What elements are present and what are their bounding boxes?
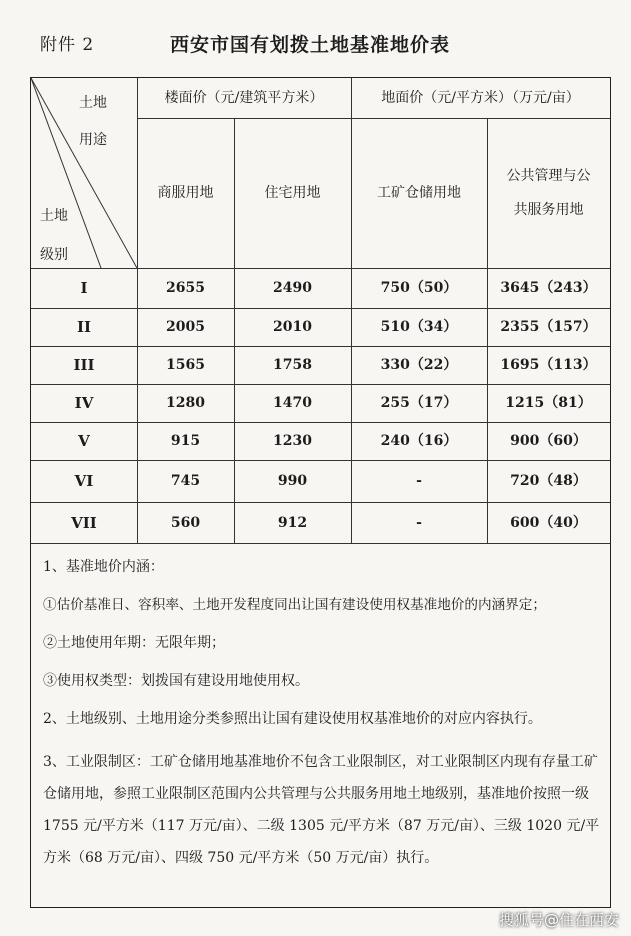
note-1-heading: 1、基准地价内涵： <box>43 559 164 575</box>
note-1-item-2: ②土地使用年期：无限年期； <box>43 635 225 651</box>
industrial-cell: 510（34） <box>380 319 458 335</box>
col-header-public-line1: 公共管理与公 <box>506 168 591 184</box>
notes-section <box>31 544 610 874</box>
commercial-cell: 915 <box>170 433 201 449</box>
note-2: 2、土地级别、土地用途分类参照出让国有建设使用权基准地价的对应内容执行。 <box>43 711 542 727</box>
level-cell: VI <box>74 472 94 490</box>
floor-price-header: 楼面价（元/建筑平方米） <box>164 90 324 106</box>
level-cell: IV <box>74 394 94 412</box>
residential-cell: 1230 <box>273 433 312 449</box>
col-header-residential: 住宅用地 <box>264 185 321 201</box>
level-cell: V <box>78 432 90 450</box>
public-cell: 720（48） <box>510 473 587 489</box>
industrial-cell: 240（16） <box>380 433 458 449</box>
level-cell: I <box>80 279 88 297</box>
residential-cell: 2010 <box>273 319 312 335</box>
watermark: 搜狐号@住在西安 <box>498 911 619 929</box>
corner-label-use: 用途 <box>79 132 107 148</box>
col-header-industrial: 工矿仓储用地 <box>377 185 461 201</box>
page-title: 西安市国有划拨土地基准地价表 <box>170 34 451 56</box>
note-1-item-3: ③使用权类型：划拨国有建设用地使用权。 <box>43 673 309 689</box>
public-cell: 600（40） <box>510 514 587 531</box>
corner-label-land-2: 土地 <box>40 208 68 224</box>
residential-cell: 1758 <box>273 357 312 373</box>
commercial-cell: 1280 <box>166 395 205 411</box>
level-cell: II <box>76 318 92 336</box>
industrial-cell: 255（17） <box>380 395 458 411</box>
public-cell: 2355（157） <box>500 319 597 335</box>
industrial-cell: 330（22） <box>380 357 458 373</box>
commercial-cell: 560 <box>170 514 201 531</box>
col-header-public <box>487 118 610 268</box>
public-cell: 1695（113） <box>500 357 597 373</box>
residential-cell: 912 <box>277 514 308 531</box>
price-table <box>30 77 611 908</box>
industrial-cell: 750（50） <box>380 280 458 296</box>
col-header-commercial: 商服用地 <box>157 185 214 201</box>
corner-label-level: 级别 <box>40 247 68 263</box>
residential-cell: 1470 <box>273 395 312 411</box>
commercial-cell: 1565 <box>166 357 205 373</box>
col-header-public-line2: 共服务用地 <box>513 202 584 218</box>
level-cell: VII <box>71 513 97 532</box>
commercial-cell: 2655 <box>166 280 205 296</box>
public-cell: 1215（81） <box>505 395 592 411</box>
note-1-item-1: ①估价基准日、容积率、土地开发程度同出让国有建设使用权基准地价的内涵界定； <box>43 597 546 613</box>
residential-cell: 990 <box>277 473 308 489</box>
commercial-cell: 2005 <box>166 319 205 335</box>
corner-label-land: 土地 <box>79 95 107 111</box>
public-cell: 3645（243） <box>500 280 597 296</box>
commercial-cell: 745 <box>170 473 201 489</box>
residential-cell: 2490 <box>273 280 312 296</box>
level-cell: III <box>73 356 95 374</box>
annex-label: 附件 2 <box>40 35 95 55</box>
industrial-cell: - <box>416 473 422 489</box>
note-3: 3、工业限制区：工矿仓储用地基准地价不包含工业限制区，对工业限制区内现有存量工矿仓储用地，参照工业限制区范围内公共管理与公共服务用地土地级别，基准地价按照一级 1755 元/平方米（117 万元/亩）、二级 1305 元/平方米（87 万元/亩）、三级 1020 元/平方米（68 万元/亩）、四级 750 元/平方米（50 万元/亩）执行。 <box>43 754 600 866</box>
public-cell: 900（60） <box>510 433 587 449</box>
land-price-header: 地面价（元/平方米）（万元/亩） <box>381 90 580 106</box>
industrial-cell: - <box>416 514 422 531</box>
